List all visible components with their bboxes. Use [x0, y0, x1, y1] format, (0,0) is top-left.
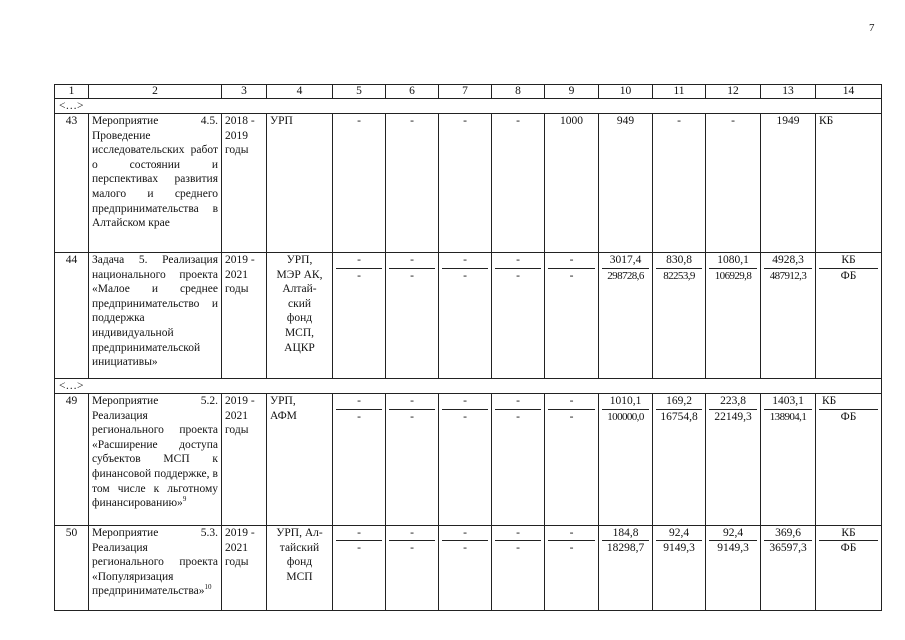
- value-cell: -: [706, 114, 761, 253]
- period-cell: 2019 - 2021 годы: [222, 394, 267, 526]
- value-cell: 830,8 82253,9: [653, 253, 706, 379]
- value-cell: 184,8 18298,7: [599, 526, 653, 611]
- measure-text: Мероприятие 5.2. Реализация регионального проекта «Расширение доступа субъектов МСП к финансовой поддержке, в том числе к льготному финансированию»: [92, 395, 218, 510]
- row-number: 43: [55, 114, 89, 253]
- value-cell: - -: [545, 394, 599, 526]
- measure-description: [89, 394, 222, 526]
- measure-text: Мероприятие 5.3. Реализация регионального проекта «Популяризация предпринимательства»: [92, 527, 218, 598]
- executor-cell: УРП: [267, 114, 333, 253]
- value-cell: - -: [492, 526, 545, 611]
- executor-line: фонд: [286, 556, 313, 569]
- header-cell: 12: [706, 85, 761, 99]
- value-cell: - -: [439, 253, 492, 379]
- measure-description: Задача 5. Реализация национального проекта «Малое и среднее предпринимательство и поддержка индивидуальной предпринимательской инициативы»: [89, 253, 222, 379]
- funding-source: КБ: [816, 114, 882, 253]
- header-cell: 6: [386, 85, 439, 99]
- value-cell: 369,6 36597,3: [761, 526, 816, 611]
- header-cell: 3: [222, 85, 267, 99]
- value-cell: 1080,1 106929,8: [706, 253, 761, 379]
- header-cell: 8: [492, 85, 545, 99]
- row-number: 49: [55, 394, 89, 526]
- value-cell: - -: [386, 526, 439, 611]
- value-cell: - -: [333, 526, 386, 611]
- executor-line: тайский: [279, 541, 320, 554]
- value-cell: 1403,1 138904,1: [761, 394, 816, 526]
- program-table: [54, 84, 882, 611]
- value-cell: -: [653, 114, 706, 253]
- executor-cell: [267, 394, 333, 526]
- period-cell: 2019 - 2021 годы: [222, 526, 267, 611]
- header-cell: 5: [333, 85, 386, 99]
- funding-source: КБ ФБ: [816, 526, 882, 611]
- value-cell: 3017,4 298728,6: [599, 253, 653, 379]
- value-cell: - -: [333, 253, 386, 379]
- measure-description: [89, 526, 222, 611]
- executor-line: УРП, Ал-: [276, 527, 323, 539]
- header-cell: 10: [599, 85, 653, 99]
- header-cell: 14: [816, 85, 882, 99]
- executor-line: МЭР АК,: [276, 268, 323, 281]
- header-cell: 4: [267, 85, 333, 99]
- header-cell: 13: [761, 85, 816, 99]
- value-cell: - -: [333, 394, 386, 526]
- value-cell: -: [333, 114, 386, 253]
- period-cell: 2018 - 2019 годы: [222, 114, 267, 253]
- footnote-marker: 9: [182, 495, 187, 504]
- executor-cell: [267, 253, 333, 379]
- value-cell: 169,2 16754,8: [653, 394, 706, 526]
- period-cell: 2019 - 2021 годы: [222, 253, 267, 379]
- value-cell: 1010,1 100000,0: [599, 394, 653, 526]
- value-cell: 1949: [761, 114, 816, 253]
- row-number: 44: [55, 253, 89, 379]
- executor-line: МСП: [286, 570, 313, 583]
- row-number: 50: [55, 526, 89, 611]
- omission-row: [55, 99, 882, 114]
- value-cell: 92,4 9149,3: [653, 526, 706, 611]
- table-row-50: [55, 526, 882, 611]
- executor-line: АЦКР: [284, 341, 315, 354]
- value-cell: - -: [545, 526, 599, 611]
- value-cell: - -: [386, 253, 439, 379]
- header-cell: 2: [89, 85, 222, 99]
- page-number: 7: [869, 22, 875, 34]
- value-cell: - -: [492, 253, 545, 379]
- value-cell: -: [386, 114, 439, 253]
- footnote-marker: 10: [204, 583, 212, 592]
- executor-line: УРП,: [270, 395, 296, 407]
- table-row-49: [55, 394, 882, 526]
- header-cell: 9: [545, 85, 599, 99]
- executor-line: АФМ: [270, 409, 297, 422]
- value-cell: - -: [386, 394, 439, 526]
- executor-line: УРП,: [286, 254, 313, 266]
- executor-line: фонд: [286, 312, 313, 325]
- omission-marker: <…>: [55, 379, 882, 394]
- value-cell: -: [439, 114, 492, 253]
- value-cell: - -: [545, 253, 599, 379]
- value-cell: - -: [492, 394, 545, 526]
- measure-description: Мероприятие 4.5. Проведение исследовательских работ о состоянии и перспективах развития малого и среднего предпринимательства в Алтайском крае: [89, 114, 222, 253]
- value-cell: -: [492, 114, 545, 253]
- header-cell: 7: [439, 85, 492, 99]
- executor-line: МСП,: [284, 326, 315, 339]
- header-row: [55, 85, 882, 99]
- value-cell: 949: [599, 114, 653, 253]
- funding-source: КБ ФБ: [816, 253, 882, 379]
- value-cell: 223,8 22149,3: [706, 394, 761, 526]
- executor-cell: [267, 526, 333, 611]
- value-cell: 92,4 9149,3: [706, 526, 761, 611]
- funding-source: КБ ФБ: [816, 394, 882, 526]
- table-row-44: [55, 253, 882, 379]
- executor-line: ский: [288, 297, 311, 310]
- header-cell: 1: [55, 85, 89, 99]
- value-cell: 4928,3 487912,3: [761, 253, 816, 379]
- executor-line: Алтай-: [282, 283, 317, 296]
- header-cell: 11: [653, 85, 706, 99]
- table-row-43: [55, 114, 882, 253]
- value-cell: - -: [439, 526, 492, 611]
- value-cell: - -: [439, 394, 492, 526]
- omission-marker: <…>: [55, 99, 882, 114]
- value-cell: 1000: [545, 114, 599, 253]
- omission-row: [55, 379, 882, 394]
